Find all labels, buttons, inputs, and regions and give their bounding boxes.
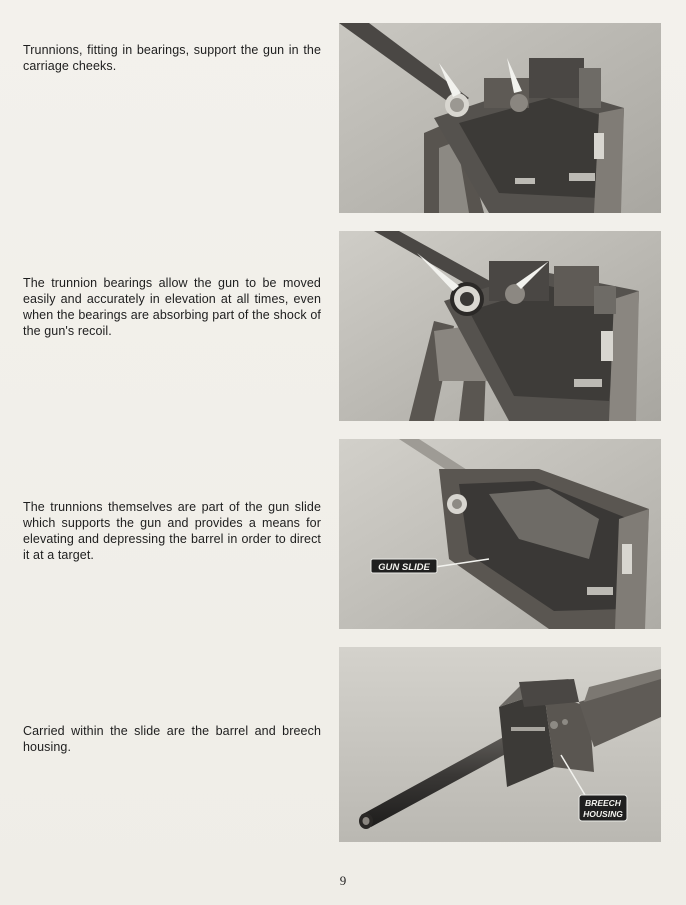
caption-trunnions: Trunnions, fitting in bearings, support the gun in the carriage cheeks. xyxy=(23,43,321,73)
barrel-breech-photo xyxy=(339,647,661,842)
breech-label-line2: HOUSING xyxy=(583,809,623,819)
caption-barrel-breech: Carried within the slide are the barrel and breech housing. xyxy=(23,724,321,754)
gun-slide-label: GUN SLIDE xyxy=(378,562,430,573)
page-number: 9 xyxy=(339,873,347,888)
breech-label-line1: BREECH xyxy=(585,798,621,808)
trunnion-photo xyxy=(339,23,661,213)
caption-trunnion-bearings: The trunnion bearings allow the gun to be moved easily and accurately in elevation at all times, even when the bearings are absorbing part of the shock of the gun's recoil. xyxy=(23,276,321,338)
trunnion-bearings-photo xyxy=(339,231,661,421)
gun-slide-photo xyxy=(339,439,661,629)
caption-gun-slide: The trunnions themselves are part of the gun slide which supports the gun and provides a means for elevating and depressing the barrel in order to direct it at a target. xyxy=(23,500,321,562)
